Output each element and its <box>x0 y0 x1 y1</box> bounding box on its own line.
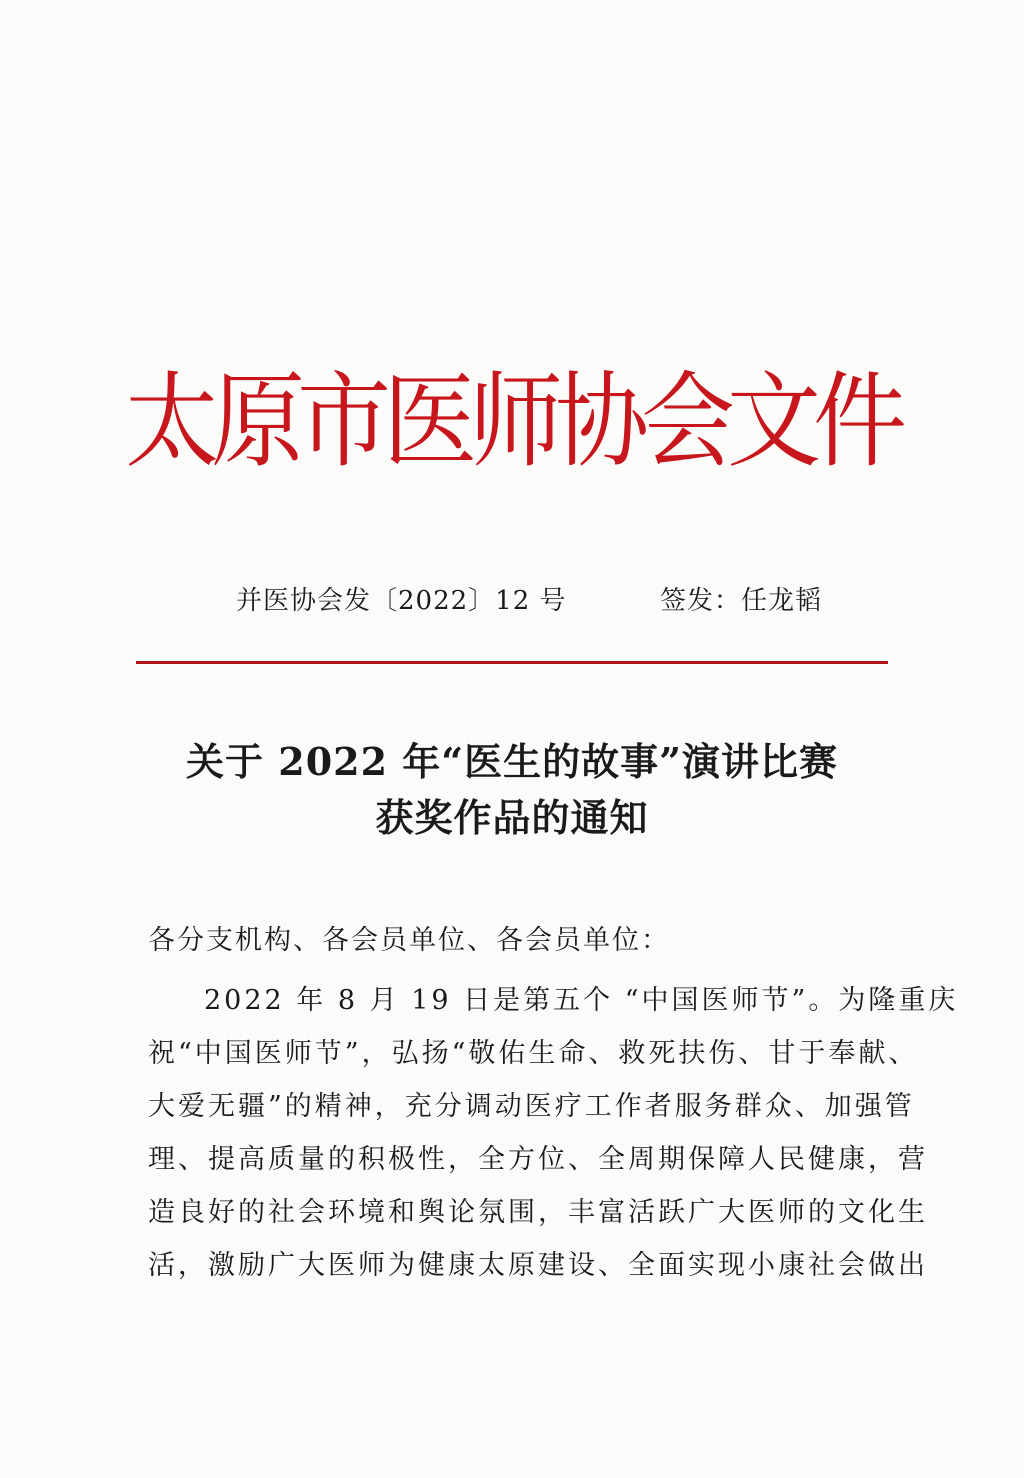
notice-title <box>120 734 904 846</box>
body-line: 大爱无疆”的精神，充分调动医疗工作者服务群众、加强管 <box>148 1091 915 1122</box>
body-line: 祝“中国医师节”，弘扬“敬佑生命、救死扶伤、甘于奉献、 <box>148 1038 919 1069</box>
document-info-line <box>0 583 1024 619</box>
letterhead-title: 太原市医师协会文件 <box>124 362 899 483</box>
red-divider-rule <box>136 661 888 664</box>
body-line: 2022 年 8 月 19 日是第五个 “中国医师节”。为隆重庆 <box>204 985 959 1016</box>
body-line: 活，激励广大医师为健康太原建设、全面实现小康社会做出 <box>148 1250 928 1281</box>
notice-title-line-2: 获奖作品的通知 <box>375 795 649 840</box>
notice-title-line-1: 关于 2022 年“医生的故事”演讲比赛 <box>186 739 838 784</box>
body-paragraph <box>148 974 959 1292</box>
issuer-signature-line: 签发：任龙韬 <box>660 586 823 616</box>
document-number: 并医协会发〔2022〕12 号 <box>236 586 567 616</box>
body-line: 造良好的社会环境和舆论氛围，丰富活跃广大医师的文化生 <box>148 1197 928 1228</box>
body-line: 理、提高质量的积极性，全方位、全周期保障人民健康，营 <box>148 1144 928 1175</box>
salutation: 各分支机构、各会员单位、各会员单位： <box>148 925 670 956</box>
